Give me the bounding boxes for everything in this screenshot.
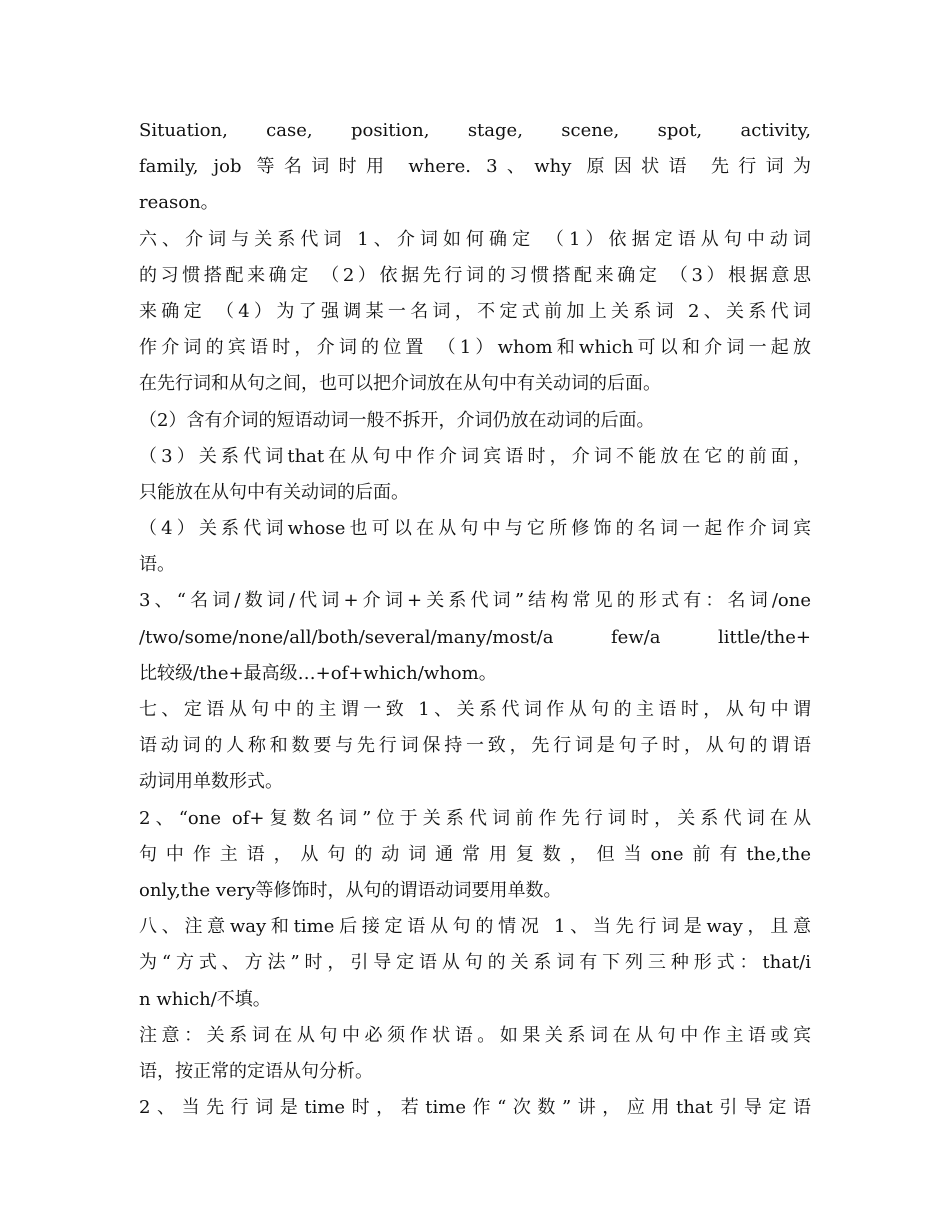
text-line: 七、定语从句中的主谓一致 1、关系代词作从句的主语时，从句中谓	[139, 699, 811, 720]
text-line: 动词用单数形式。	[139, 771, 283, 793]
text-line: 2、“one of+复数名词”位于关系代词前作先行词时，关系代词在从	[139, 807, 811, 829]
text-line: 只能放在从句中有关动词的后面。	[139, 481, 409, 503]
text-line: 语，按正常的定语从句分析。	[139, 1060, 373, 1082]
text-line: 六、介词与关系代词 1、介词如何确定 （1）依据定语从句中动词	[139, 228, 811, 250]
text-line: 语。	[139, 554, 175, 576]
text-line: （3）关系代词that在从句中作介词宾语时，介词不能放在它的前面，	[139, 445, 811, 467]
text-line: 2、当先行词是time时，若time作“次数”讲，应用that引导定语	[139, 1097, 811, 1119]
document-page	[139, 113, 811, 1126]
text-line: 的习惯搭配来确定 （2）依据先行词的习惯搭配来确定 （3）根据意思	[139, 264, 811, 286]
text-line: 作介词的宾语时，介词的位置 （1）whom和which可以和介词一起放	[139, 337, 811, 359]
text-line: （2）含有介词的短语动词一般不拆开，介词仍放在动词的后面。	[139, 409, 655, 431]
text-line: 语动词的人称和数要与先行词保持一致，先行词是句子时，从句的谓语	[139, 735, 811, 757]
text-line: reason。	[139, 192, 219, 214]
text-line: 比较级/the+最高级…+of+which/whom。	[139, 662, 497, 684]
text-line: family, job 等名词时用 where. 3、why 原因状语 先行词为	[139, 156, 811, 178]
text-line: only,the very等修饰时，从句的谓语动词要用单数。	[139, 879, 562, 901]
text-line: /two/some/none/all/both/several/many/most/a few/a little/the+	[139, 626, 811, 648]
text-line: 八、注意way和time后接定语从句的情况 1、当先行词是way，且意	[139, 916, 811, 938]
text-line: Situation, case, position, stage, scene, spot, activity,	[139, 120, 811, 141]
text-line: 在先行词和从句之间，也可以把介词放在从句中有关动词的后面。	[139, 373, 661, 395]
text-line: 为“方式、方法”时，引导定语从句的关系词有下列三种形式：that/i	[139, 952, 811, 974]
text-line: 3、“名词/数词/代词+介词+关系代词”结构常见的形式有：名词/one	[139, 590, 811, 612]
text-line: 来确定 （4）为了强调某一名词，不定式前加上关系词 2、关系代词	[139, 300, 811, 322]
text-line: （4）关系代词whose也可以在从句中与它所修饰的名词一起作介词宾	[139, 518, 811, 540]
text-line: n which/不填。	[139, 988, 271, 1010]
text-line: 句中作主语，从句的动词通常用复数，但当one前有the,the	[139, 843, 811, 865]
text-line: 注意：关系词在从句中必须作状语。如果关系词在从句中作主语或宾	[139, 1024, 811, 1046]
